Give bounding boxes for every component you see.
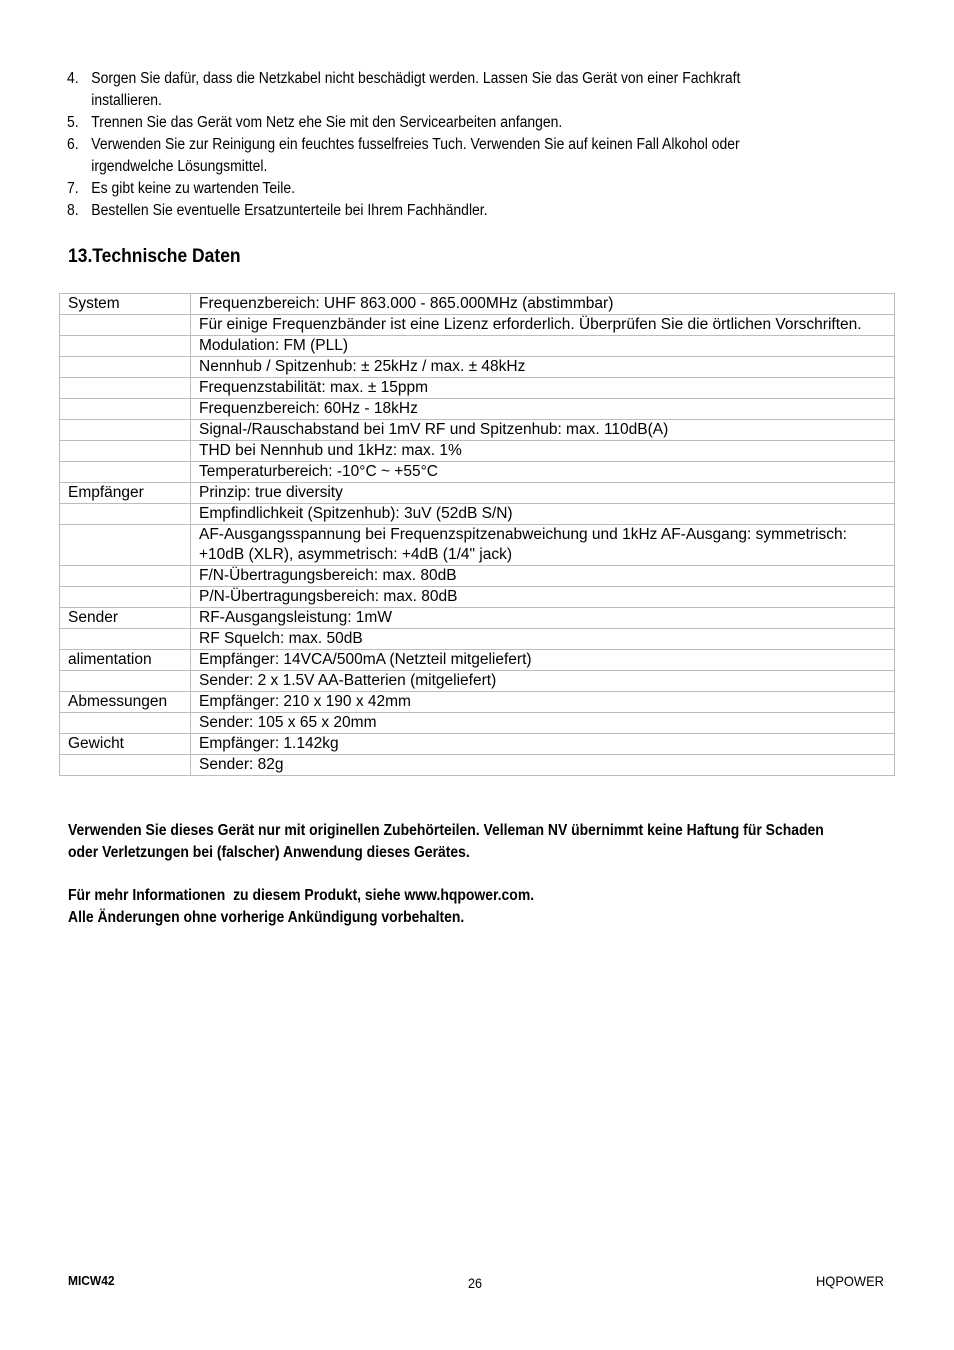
spec-category-cell: System bbox=[60, 294, 191, 315]
table-row bbox=[60, 734, 895, 755]
product-info-block bbox=[68, 885, 842, 929]
list-item-text: Bestellen Sie eventuelle Ersatzunterteile bei Ihrem Fachhändler. bbox=[91, 202, 488, 219]
spec-value-cell: RF Squelch: max. 50dB bbox=[191, 629, 895, 650]
table-row bbox=[60, 650, 895, 671]
spec-value-cell: Temperaturbereich: -10°C ~ +55°C bbox=[191, 462, 895, 483]
spec-category-cell bbox=[60, 357, 191, 378]
table-row bbox=[60, 525, 895, 566]
spec-category-cell: Gewicht bbox=[60, 734, 191, 755]
spec-value-cell: Empfindlichkeit (Spitzenhub): 3uV (52dB S/N) bbox=[191, 504, 895, 525]
list-item-number: 5. bbox=[67, 114, 79, 131]
spec-category-cell bbox=[60, 713, 191, 734]
table-row bbox=[60, 420, 895, 441]
section-heading: 13.Technische Daten bbox=[68, 246, 241, 267]
table-row bbox=[60, 692, 895, 713]
table-row bbox=[60, 315, 895, 336]
spec-value-cell: Prinzip: true diversity bbox=[191, 483, 895, 504]
spec-value-cell: Nennhub / Spitzenhub: ± 25kHz / max. ± 48kHz bbox=[191, 357, 895, 378]
spec-value-cell: P/N-Übertragungsbereich: max. 80dB bbox=[191, 587, 895, 608]
table-row bbox=[60, 357, 895, 378]
spec-category-cell bbox=[60, 504, 191, 525]
spec-value-cell: F/N-Übertragungsbereich: max. 80dB bbox=[191, 566, 895, 587]
list-item-number: 7. bbox=[67, 180, 79, 197]
footer-brand: HQPOWER bbox=[816, 1273, 884, 1289]
spec-value-cell: RF-Ausgangsleistung: 1mW bbox=[191, 608, 895, 629]
list-item bbox=[67, 178, 805, 200]
spec-value-cell: Frequenzbereich: 60Hz - 18kHz bbox=[191, 399, 895, 420]
table-row bbox=[60, 441, 895, 462]
spec-value-cell: Frequenzstabilität: max. ± 15ppm bbox=[191, 378, 895, 399]
footer-model: MICW42 bbox=[68, 1273, 115, 1288]
spec-category-cell bbox=[60, 462, 191, 483]
list-item bbox=[67, 200, 805, 222]
spec-category-cell bbox=[60, 399, 191, 420]
spec-category-cell bbox=[60, 336, 191, 357]
table-row bbox=[60, 671, 895, 692]
spec-category-cell bbox=[60, 671, 191, 692]
spec-value-cell: Für einige Frequenzbänder ist eine Lizenz erforderlich. Überprüfen Sie die örtlichen Vorschriften. bbox=[191, 315, 895, 336]
table-row bbox=[60, 587, 895, 608]
spec-category-cell bbox=[60, 525, 191, 566]
table-row bbox=[60, 608, 895, 629]
spec-category-cell bbox=[60, 378, 191, 399]
spec-category-cell bbox=[60, 587, 191, 608]
spec-category-cell bbox=[60, 566, 191, 587]
spec-value-cell: Modulation: FM (PLL) bbox=[191, 336, 895, 357]
more-info-line: Für mehr Informationen zu diesem Produkt, siehe www.hqpower.com. bbox=[68, 887, 535, 904]
table-row bbox=[60, 399, 895, 420]
list-item-number: 6. bbox=[67, 136, 79, 153]
spec-value-cell: Empfänger: 210 x 190 x 42mm bbox=[191, 692, 895, 713]
list-item-text: Sorgen Sie dafür, dass die Netzkabel nicht beschädigt werden. Lassen Sie das Gerät von einer Fachkraft installieren. bbox=[91, 70, 741, 109]
spec-category-cell bbox=[60, 420, 191, 441]
list-item bbox=[67, 68, 805, 112]
list-item-text: Trennen Sie das Gerät vom Netz ehe Sie mit den Servicearbeiten anfangen. bbox=[91, 114, 563, 131]
spec-category-cell: Sender bbox=[60, 608, 191, 629]
table-row bbox=[60, 566, 895, 587]
spec-value-cell: Empfänger: 14VCA/500mA (Netzteil mitgeliefert) bbox=[191, 650, 895, 671]
spec-category-cell bbox=[60, 629, 191, 650]
liability-notice: Verwenden Sie dieses Gerät nur mit originellen Zubehörteilen. Velleman NV übernimmt keine Haftung für Schaden oder Verletzungen bei (falscher) Anwendung dieses Gerätes. bbox=[68, 822, 824, 861]
spec-value-cell: Sender: 2 x 1.5V AA-Batterien (mitgeliefert) bbox=[191, 671, 895, 692]
table-row bbox=[60, 483, 895, 504]
spec-value-cell: Sender: 82g bbox=[191, 755, 895, 776]
list-item-text: Es gibt keine zu wartenden Teile. bbox=[91, 180, 295, 197]
table-row bbox=[60, 629, 895, 650]
technical-specs-table bbox=[59, 293, 895, 776]
spec-category-cell bbox=[60, 315, 191, 336]
footer-page-number: 26 bbox=[468, 1275, 483, 1291]
spec-value-cell: Signal-/Rauschabstand bei 1mV RF und Spitzenhub: max. 110dB(A) bbox=[191, 420, 895, 441]
list-item bbox=[67, 134, 805, 178]
table-row bbox=[60, 713, 895, 734]
spec-value-cell: Sender: 105 x 65 x 20mm bbox=[191, 713, 895, 734]
spec-category-cell: alimentation bbox=[60, 650, 191, 671]
list-item-number: 8. bbox=[67, 202, 79, 219]
list-item-text: Verwenden Sie zur Reinigung ein feuchtes fusselfreies Tuch. Verwenden Sie auf keinen Fall Alkohol oder irgendwelche Lösungsmittel. bbox=[91, 136, 740, 175]
changes-disclaimer-line: Alle Änderungen ohne vorherige Ankündigung vorbehalten. bbox=[68, 909, 465, 926]
table-row bbox=[60, 755, 895, 776]
spec-category-cell: Empfänger bbox=[60, 483, 191, 504]
table-row bbox=[60, 336, 895, 357]
spec-value-cell: Frequenzbereich: UHF 863.000 - 865.000MHz (abstimmbar) bbox=[191, 294, 895, 315]
table-row bbox=[60, 462, 895, 483]
spec-category-cell bbox=[60, 441, 191, 462]
spec-category-cell bbox=[60, 755, 191, 776]
spec-category-cell: Abmessungen bbox=[60, 692, 191, 713]
maintenance-steps-list bbox=[67, 68, 805, 222]
list-item bbox=[67, 112, 805, 134]
table-row bbox=[60, 378, 895, 399]
table-row bbox=[60, 504, 895, 525]
spec-value-cell: THD bei Nennhub und 1kHz: max. 1% bbox=[191, 441, 895, 462]
spec-value-cell: Empfänger: 1.142kg bbox=[191, 734, 895, 755]
table-row bbox=[60, 294, 895, 315]
spec-value-cell: AF-Ausgangsspannung bei Frequenzspitzenabweichung und 1kHz AF-Ausgang: symmetrisch: +10dB (XLR), asymmetrisch: +4dB (1/4" jack) bbox=[191, 525, 895, 566]
list-item-number: 4. bbox=[67, 70, 79, 87]
